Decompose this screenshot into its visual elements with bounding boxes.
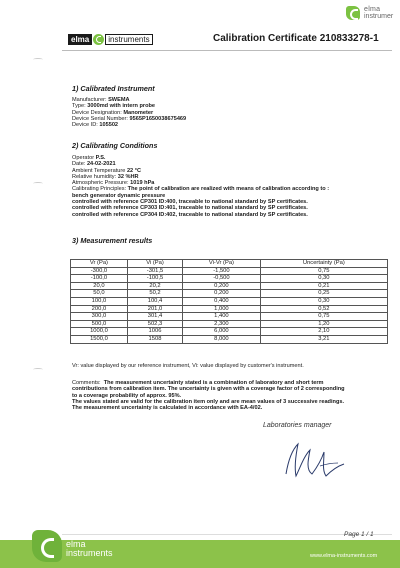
- header-brand-instruments: instruments: [105, 34, 152, 45]
- punch-mark: [33, 58, 43, 61]
- footer-divider: [62, 534, 392, 535]
- comments-block: [72, 380, 345, 411]
- table-cell: 3,21: [260, 335, 387, 343]
- footer-brand-elma: elma: [66, 539, 86, 549]
- instrument-details: [72, 97, 186, 128]
- condition-value: controlled with reference CP301 ID:400, traceable to national standard by SP certificates.: [72, 199, 308, 206]
- table-cell: 50,0: [71, 290, 128, 298]
- comments-line: The measurement uncertainty is calculated in accordance with EA-4/02.: [72, 405, 263, 412]
- table-cell: 1,000: [183, 305, 261, 313]
- handwritten-signature: [278, 436, 348, 484]
- table-cell: -0,500: [183, 275, 261, 283]
- table-cell: 200,0: [71, 305, 128, 313]
- table-cell: 0,30: [260, 275, 387, 283]
- condition-label: Date:: [72, 161, 86, 168]
- table-row: [71, 305, 388, 313]
- table-cell: -100,5: [127, 275, 182, 283]
- table-cell: 0,400: [183, 297, 261, 305]
- table-cell: 0,25: [260, 290, 387, 298]
- punch-mark: [33, 368, 43, 371]
- table-cell: 300,0: [71, 313, 128, 321]
- measurement-table: [70, 259, 388, 344]
- condition-value: 1019 hPa: [130, 180, 155, 187]
- table-cell: 0,200: [183, 290, 261, 298]
- corner-logo-line1: elma: [364, 6, 381, 13]
- table-row: [71, 313, 388, 321]
- page-number: Page 1 / 1: [344, 531, 374, 538]
- table-cell: 502,3: [127, 320, 182, 328]
- detail-value: 9565P1650038675469: [129, 115, 187, 122]
- condition-value: 22 °C: [126, 167, 141, 174]
- table-cell: 1006: [127, 328, 182, 336]
- header-brand-elma: elma: [68, 34, 92, 45]
- condition-value: controlled with reference CP304 ID:402, traceable to national standard by SP certificates.: [72, 211, 308, 218]
- comments-line: The measurement uncertainty stated is a combination of laboratory and short term: [103, 380, 324, 386]
- condition-value: 24-02-2021: [86, 161, 116, 168]
- detail-label: Manufacturer:: [72, 97, 107, 103]
- table-cell: -1,500: [183, 267, 261, 275]
- table-cell: 0,21: [260, 282, 387, 290]
- header-divider: [62, 50, 392, 51]
- table-row: [71, 275, 388, 283]
- table-row: [71, 267, 388, 275]
- table-cell: 50,2: [127, 290, 182, 298]
- col-header-vi: Vi (Pa): [127, 260, 182, 268]
- section-title-measurement-results: 3) Measurement results: [72, 236, 153, 245]
- table-row: [71, 335, 388, 343]
- detail-line: [72, 122, 186, 128]
- detail-value: 3000md with intern probe: [87, 103, 156, 110]
- table-cell: -300,0: [71, 267, 128, 275]
- col-header-uncertainty: Uncertainty (Pa): [260, 260, 387, 268]
- comments-line: to a coverage probability of approx. 95%.: [72, 392, 182, 399]
- table-row: [71, 290, 388, 298]
- punch-mark: [33, 182, 43, 185]
- table-cell: 1508: [127, 335, 182, 343]
- table-row: [71, 282, 388, 290]
- table-row: [71, 297, 388, 305]
- comments-label: Comments:: [72, 380, 101, 386]
- table-cell: 201,0: [127, 305, 182, 313]
- table-cell: 1,20: [260, 320, 387, 328]
- comments-line: The values stated are valid for the calibration item only and are mean values of 3 successive readings.: [72, 398, 345, 405]
- table-row: [71, 328, 388, 336]
- header-e-logo-icon: [93, 34, 104, 45]
- table-cell: 8,000: [183, 335, 261, 343]
- calibration-conditions: [72, 155, 329, 218]
- table-cell: 500,0: [71, 320, 128, 328]
- col-header-vr: Vr (Pa): [71, 260, 128, 268]
- detail-label: Device Serial Number:: [72, 115, 128, 122]
- table-cell: 0,75: [260, 267, 387, 275]
- condition-value: bench generator dynamic pressure: [72, 192, 166, 199]
- footer-e-logo-icon: [32, 530, 62, 562]
- detail-label: Device Designation:: [72, 109, 122, 116]
- table-cell: 1000,0: [71, 328, 128, 336]
- detail-value: SWEMA: [108, 97, 130, 103]
- condition-line: [72, 212, 329, 218]
- section-title-calibrating-conditions: 2) Calibrating Conditions: [72, 141, 158, 150]
- condition-label: Atmospheric Pressure:: [72, 180, 129, 187]
- table-cell: -100,0: [71, 275, 128, 283]
- elma-e-logo-icon: [346, 6, 360, 20]
- signoff-role: Laboratories manager: [263, 422, 332, 429]
- condition-label: Calibrating Principles:: [72, 186, 127, 193]
- table-cell: 1,400: [183, 313, 261, 321]
- comments-line: contributions from calibration item. The uncertainty is given with a coverage factor of 2 corresponding: [72, 386, 345, 393]
- corner-logo-line2: instrumer: [364, 13, 394, 20]
- condition-label: Operator: [72, 155, 95, 161]
- table-cell: 0,75: [260, 313, 387, 321]
- table-cell: 301,4: [127, 313, 182, 321]
- table-cell: 20,0: [71, 282, 128, 290]
- section-title-calibrated-instrument: 1) Calibrated Instrument: [72, 84, 155, 93]
- condition-value: P.S.: [95, 155, 106, 161]
- condition-value: The point of calibration are realized with means of calibration according to :: [127, 186, 330, 193]
- table-cell: 0,52: [260, 305, 387, 313]
- footer-website: www.elma-instruments.com: [310, 553, 378, 559]
- footer-brand-instruments: instruments: [66, 548, 113, 558]
- table-row: [71, 320, 388, 328]
- table-cell: 0,200: [183, 282, 261, 290]
- detail-value: Manometer: [123, 109, 154, 116]
- table-cell: 2,300: [183, 320, 261, 328]
- legend-note: Vr: value displayed by our reference instrument, Vi: value displayed by customer's instrument.: [72, 363, 304, 369]
- col-header-vi-vr: Vi-Vr (Pa): [183, 260, 261, 268]
- table-cell: 2,10: [260, 328, 387, 336]
- corner-logo: [344, 6, 400, 26]
- detail-label: Type:: [72, 103, 86, 110]
- header-brand-logo: [68, 34, 153, 45]
- condition-label: Ambient Temperature: [72, 167, 126, 174]
- detail-label: Device ID:: [72, 122, 98, 129]
- condition-label: Relative humidity:: [72, 173, 117, 180]
- table-cell: 1500,0: [71, 335, 128, 343]
- table-cell: -301,5: [127, 267, 182, 275]
- condition-value: controlled with reference CP303 ID:401, traceable to national standard by SP certificates.: [72, 205, 308, 212]
- table-cell: 0,30: [260, 297, 387, 305]
- table-cell: 6,000: [183, 328, 261, 336]
- certificate-title: Calibration Certificate 210833278-1: [213, 33, 379, 44]
- table-cell: 100,0: [71, 297, 128, 305]
- table-cell: 20,2: [127, 282, 182, 290]
- condition-value: 32 %HR: [117, 173, 139, 180]
- table-cell: 100,4: [127, 297, 182, 305]
- table-header-row: [71, 260, 388, 268]
- detail-value: 105502: [99, 122, 119, 129]
